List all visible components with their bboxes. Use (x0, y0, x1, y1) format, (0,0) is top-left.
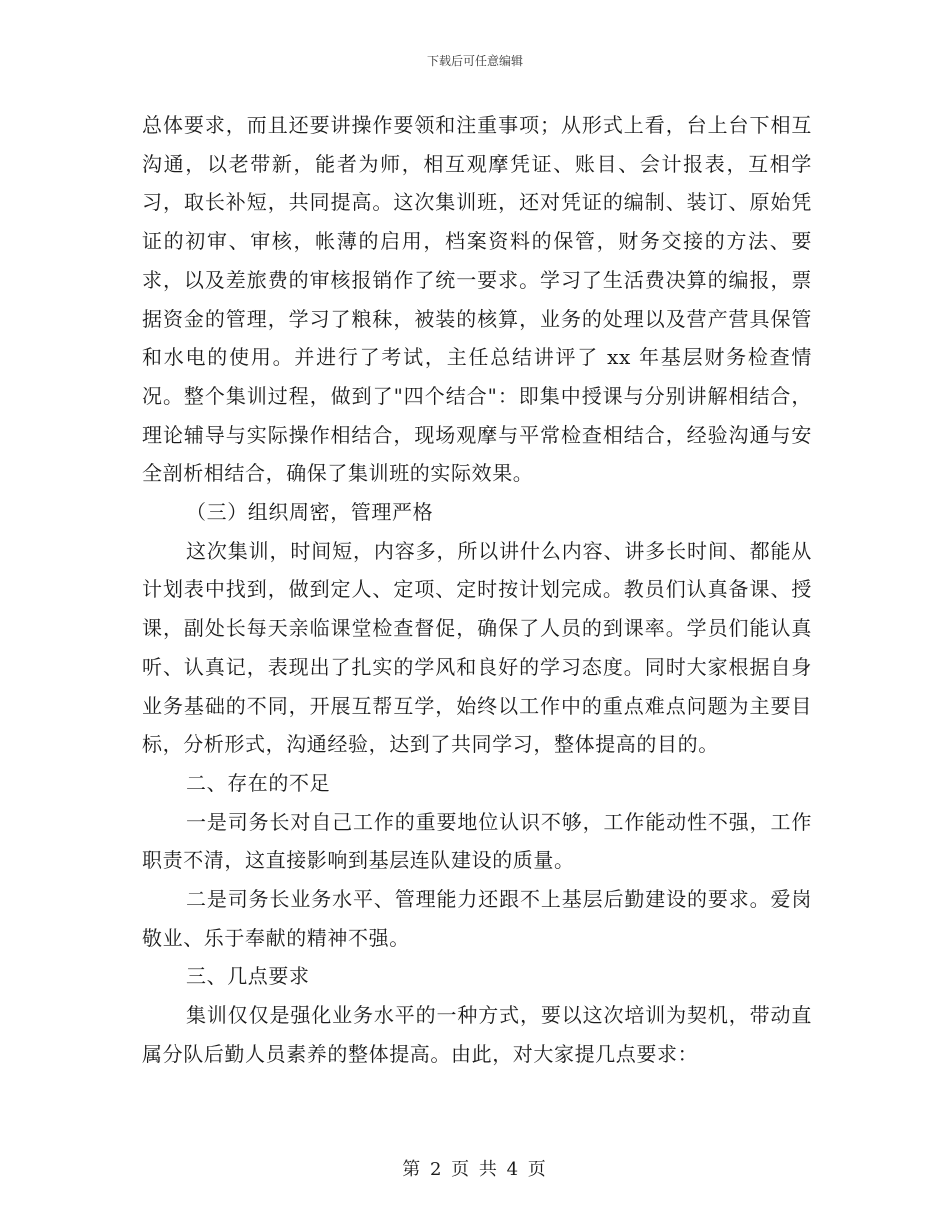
page-number: 第 2 页 共 4 页 (402, 1159, 548, 1180)
document-body (142, 106, 812, 1074)
page-footer (0, 1155, 950, 1181)
section-heading-shortcomings: 二、存在的不足 (186, 770, 331, 795)
paragraph-organization: 这次集训，时间短，内容多，所以讲什么内容、讲多长时间、都能从计划表中找到，做到定人、定项、定时按计划完成。教员们认真备课、授课，副处长每天亲临课堂检查督促，确保了人员的到课率。学员们能认真听、认真记，表现出了扎实的学风和良好的学习态度。同时大家根据自身业务基础的不同，开展互帮互学，始终以工作中的重点难点问题为主要目标，分析形式，沟通经验，达到了共同学习，整体提高的目的。 (142, 538, 812, 757)
section-heading-requirements: 三、几点要求 (186, 964, 310, 989)
page-header (0, 52, 950, 69)
section-heading-organization: （三）组织周密，管理严格 (186, 500, 434, 525)
header-text: 下载后可任意编辑 (426, 54, 523, 68)
paragraph-requirements: 集训仅仅是强化业务水平的一种方式，要以这次培训为契机，带动直属分队后勤人员素养的整体提高。由此，对大家提几点要求： (142, 1003, 812, 1066)
paragraph-continued-requirements: 总体要求，而且还要讲操作要领和注重事项；从形式上看，台上台下相互沟通，以老带新，能者为师，相互观摩凭证、账目、会计报表，互相学习，取长补短，共同提高。这次集训班，还对凭证的编制、装订、原始凭证的初审、审核，帐薄的启用，档案资料的保管，财务交接的方法、要求，以及差旅费的审核报销作了统一要求。学习了生活费决算的编报，票据资金的管理，学习了粮秣，被装的核算，业务的处理以及营产营具保管和水电的使用。并进行了考试，主任总结讲评了 xx 年基层财务检查情况。整个集训过程，做到了"四个结合"：即集中授课与分别讲解相结合，理论辅导与实际操作相结合，现场观摩与平常检查相结合，经验沟通与安全剖析相结合，确保了集训班的实际效果。 (142, 113, 812, 486)
paragraph-shortcoming-two: 二是司务长业务水平、管理能力还跟不上基层后勤建设的要求。爱岗敬业、乐于奉献的精神不强。 (142, 887, 812, 950)
paragraph-shortcoming-one: 一是司务长对自己工作的重要地位认识不够，工作能动性不强，工作职责不清，这直接影响到基层连队建设的质量。 (142, 809, 812, 873)
